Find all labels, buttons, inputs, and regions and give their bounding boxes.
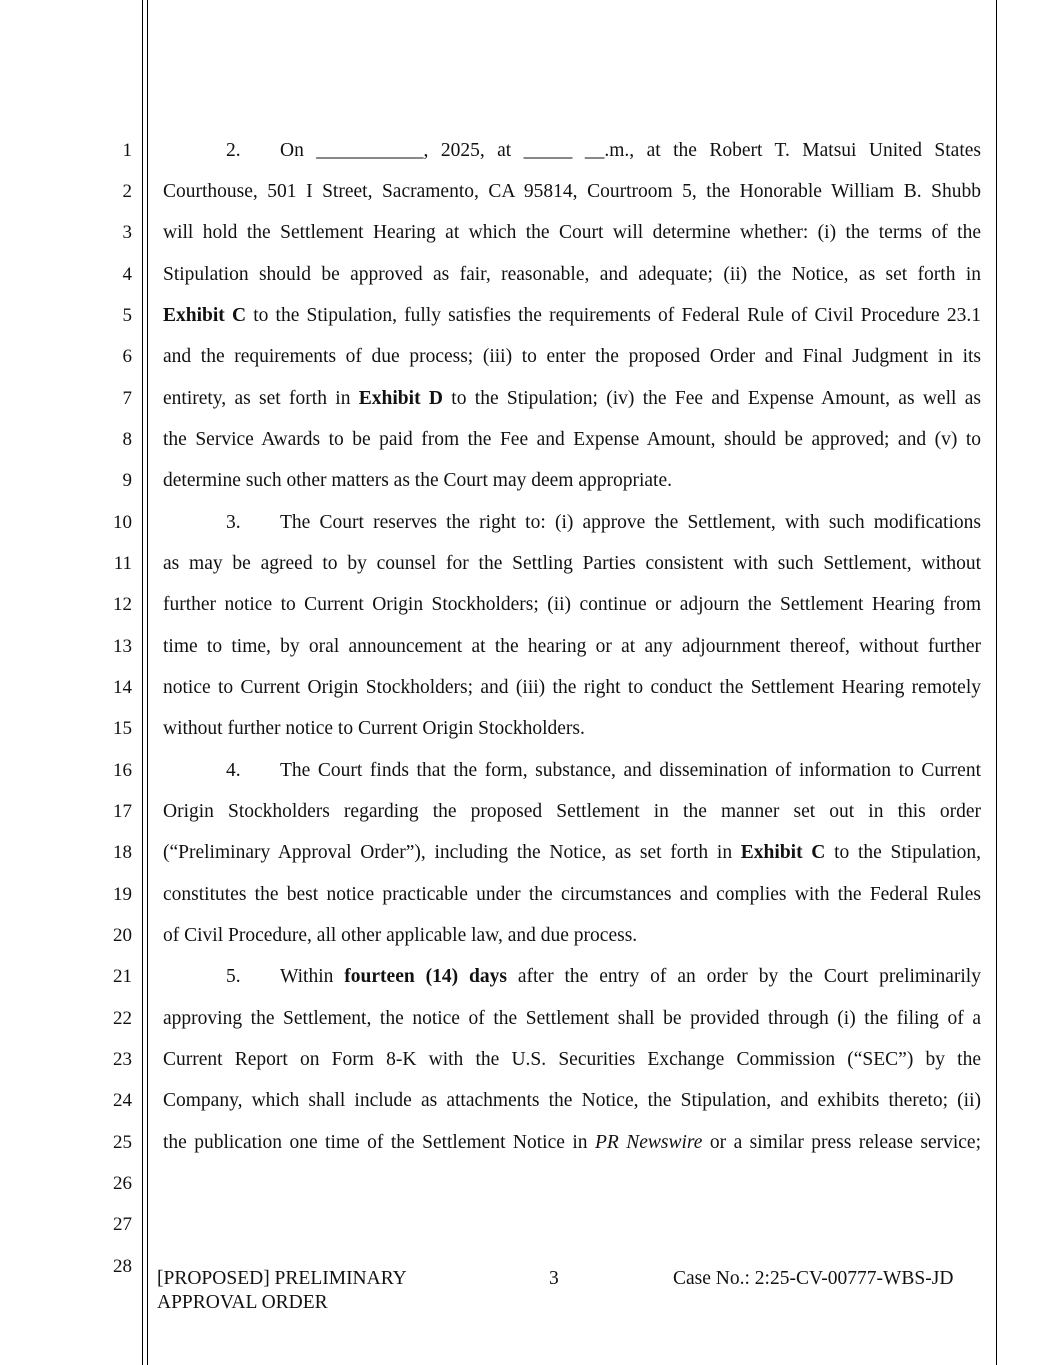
text-line	[226, 139, 981, 163]
text-line	[226, 511, 981, 535]
line-number: 3	[122, 222, 132, 243]
text-line	[226, 965, 981, 989]
line-number: 12	[113, 594, 132, 615]
line-number: 22	[113, 1008, 132, 1029]
line-number: 10	[113, 512, 132, 533]
text-run: On ___________, 2025, at _____ __.m., at the Robert T. Matsui United States	[280, 140, 981, 161]
footer-title-line: [PROPOSED] PRELIMINARY	[157, 1268, 407, 1289]
line-number: 14	[113, 677, 132, 698]
text-run: or a similar press release service;	[702, 1132, 981, 1153]
text-run: The Court finds that the form, substance, and dissemination of information to Current	[280, 760, 981, 781]
line-number: 13	[113, 636, 132, 657]
line-number: 28	[113, 1256, 132, 1277]
line-number: 25	[113, 1132, 132, 1153]
text-line	[163, 1131, 981, 1155]
text-line: Current Report on Form 8-K with the U.S. Securities Exchange Commission (“SEC”) by the	[163, 1049, 981, 1070]
footer-page-number: 3	[549, 1268, 559, 1289]
footer-case-number: Case No.: 2:25-CV-00777-WBS-JD	[673, 1268, 954, 1289]
paragraph-number: 4.	[226, 760, 241, 781]
text-line	[226, 759, 981, 783]
text-run: after the entry of an order by the Court preliminarily	[506, 966, 981, 987]
text-line: time to time, by oral announcement at the hearing or at any adjournment thereof, without further	[163, 636, 981, 657]
text-line: without further notice to Current Origin Stockholders.	[163, 718, 585, 739]
text-line: and the requirements of due process; (iii) to enter the proposed Order and Final Judgment in its	[163, 346, 981, 367]
line-number: 7	[122, 388, 132, 409]
paragraph-number: 3.	[226, 512, 241, 533]
italic-publication: PR Newswire	[594, 1132, 703, 1153]
text-line: notice to Current Origin Stockholders; and (iii) the right to conduct the Settlement Hearing remotely	[163, 677, 981, 698]
paragraph-number: 2.	[226, 140, 241, 161]
line-number: 2	[122, 181, 132, 202]
line-number: 17	[113, 801, 132, 822]
line-number: 8	[122, 429, 132, 450]
text-line: approving the Settlement, the notice of the Settlement shall be provided through (i) the filing of a	[163, 1008, 981, 1029]
text-run: to the Stipulation, fully satisfies the requirements of Federal Rule of Civil Procedure 23.1	[246, 305, 981, 326]
text-run: entirety, as set forth in	[163, 388, 359, 409]
line-number: 15	[113, 718, 132, 739]
text-line: as may be agreed to by counsel for the Settling Parties consistent with such Settlement, without	[163, 553, 981, 574]
text-line: determine such other matters as the Court may deem appropriate.	[163, 470, 672, 491]
left-margin-rule-outer	[142, 0, 143, 1365]
line-number: 26	[113, 1173, 132, 1194]
right-margin-rule	[996, 0, 997, 1365]
text-line: Origin Stockholders regarding the proposed Settlement in the manner set out in this order	[163, 801, 981, 822]
line-number: 6	[122, 346, 132, 367]
bold-reference: Exhibit C	[740, 842, 826, 863]
text-line: constitutes the best notice practicable under the circumstances and complies with the Federal Rules	[163, 884, 981, 905]
line-number: 24	[113, 1090, 132, 1111]
text-line	[163, 387, 981, 411]
line-number: 16	[113, 760, 132, 781]
line-number: 19	[113, 884, 132, 905]
text-line: the Service Awards to be paid from the Fee and Expense Amount, should be approved; and (v) to	[163, 429, 981, 450]
bold-reference: Exhibit D	[358, 388, 443, 409]
text-run: The Court reserves the right to: (i) approve the Settlement, with such modifications	[280, 512, 981, 533]
left-margin-rule-inner	[147, 0, 148, 1365]
text-line: Company, which shall include as attachments the Notice, the Stipulation, and exhibits thereto; (ii)	[163, 1090, 981, 1111]
text-line: of Civil Procedure, all other applicable law, and due process.	[163, 925, 638, 946]
bold-reference: Exhibit C	[163, 305, 247, 326]
text-line	[163, 304, 981, 328]
text-line: will hold the Settlement Hearing at which the Court will determine whether: (i) the terms of the	[163, 222, 981, 243]
text-run: to the Stipulation; (iv) the Fee and Expense Amount, as well as	[442, 388, 981, 409]
line-number: 4	[122, 264, 132, 285]
text-run: the publication one time of the Settlement Notice in	[163, 1132, 595, 1153]
footer-document-title	[157, 1267, 407, 1315]
paragraph-number: 5.	[226, 966, 241, 987]
text-line: further notice to Current Origin Stockholders; (ii) continue or adjourn the Settlement Hearing from	[163, 594, 981, 615]
line-number: 23	[113, 1049, 132, 1070]
line-number: 21	[113, 966, 132, 987]
text-line: Courthouse, 501 I Street, Sacramento, CA 95814, Courtroom 5, the Honorable William B. Shubb	[163, 181, 981, 202]
line-number: 18	[113, 842, 132, 863]
line-number: 20	[113, 925, 132, 946]
text-line	[163, 841, 981, 865]
footer-title-line: APPROVAL ORDER	[157, 1292, 328, 1313]
line-number: 9	[122, 470, 132, 491]
text-run: Within	[280, 966, 345, 987]
line-number: 11	[113, 553, 132, 574]
text-run: (“Preliminary Approval Order”), including the Notice, as set forth in	[163, 842, 741, 863]
text-line: Stipulation should be approved as fair, reasonable, and adequate; (ii) the Notice, as set forth in	[163, 264, 981, 285]
text-run: to the Stipulation,	[825, 842, 981, 863]
line-number: 5	[122, 305, 132, 326]
bold-deadline: fourteen (14) days	[344, 966, 507, 987]
line-number: 27	[113, 1214, 132, 1235]
line-number: 1	[122, 140, 132, 161]
